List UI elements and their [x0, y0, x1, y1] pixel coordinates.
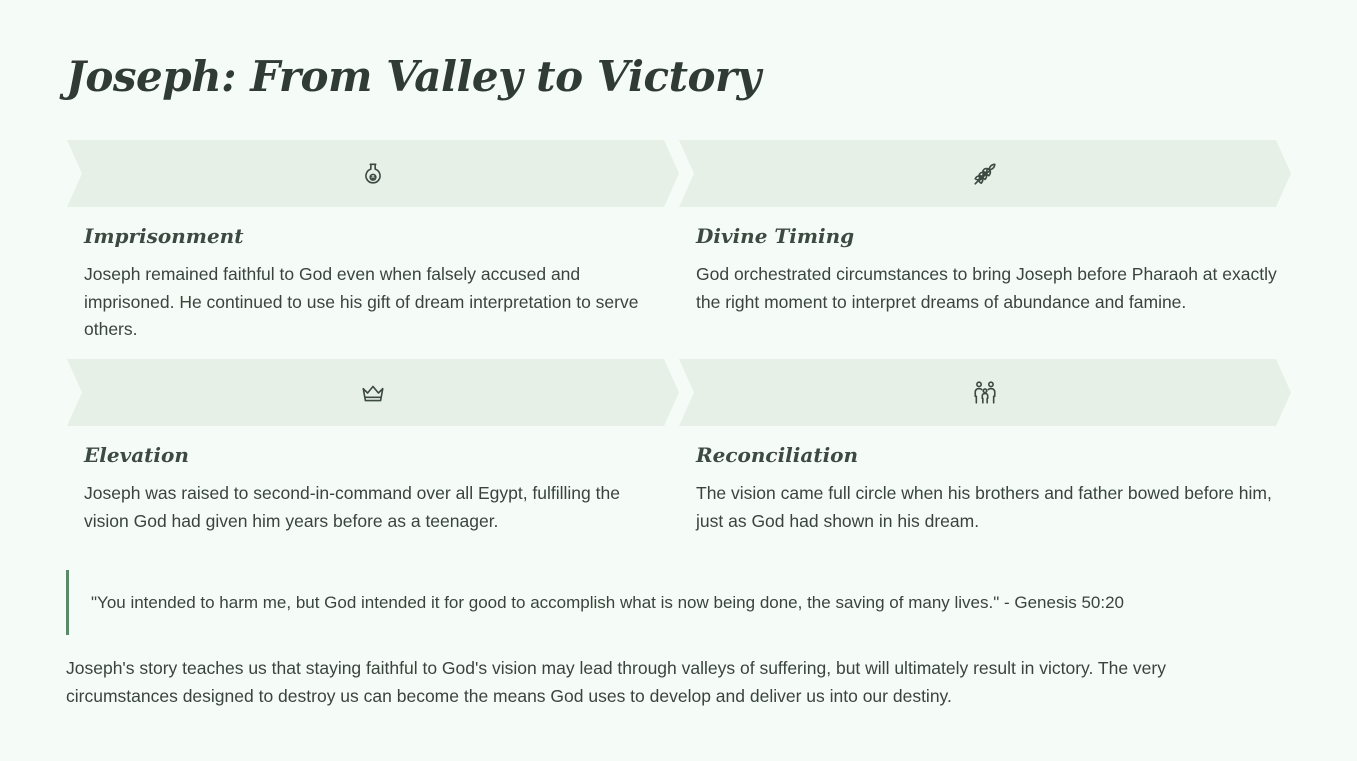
- wheat-icon: [971, 160, 999, 188]
- card-banner-reconciliation: [679, 359, 1291, 426]
- card-banner-imprisonment: [67, 140, 679, 207]
- page-title: Joseph: From Valley to Victory: [66, 52, 761, 101]
- card-title-elevation: Elevation: [84, 443, 189, 467]
- card-title-imprisonment: Imprisonment: [84, 224, 244, 248]
- card-text-elevation: Joseph was raised to second-in-command over all Egypt, fulfilling the vision God had given him years before as a teenager.: [84, 483, 620, 531]
- family-icon: [971, 379, 999, 407]
- card-text-reconciliation: The vision came full circle when his brothers and father bowed before him, just as God had shown in his dream.: [696, 483, 1272, 531]
- card-title-divine-timing: Divine Timing: [696, 224, 855, 248]
- quote-text: "You intended to harm me, but God intended it for good to accomplish what is now being done, the saving of many lives." - Genesis 50:20: [91, 592, 1124, 612]
- card-banner-divine-timing: [679, 140, 1291, 207]
- crown-icon: [359, 379, 387, 407]
- conclusion-text: Joseph's story teaches us that staying faithful to God's vision may lead through valleys of suffering, but will ultimately result in victory. The very circumstances designed to destroy us can become the means God uses to develop and deliver us into our destiny.: [66, 658, 1166, 706]
- card-banner-elevation: [67, 359, 679, 426]
- card-title-reconciliation: Reconciliation: [696, 443, 859, 467]
- flask-icon: [359, 160, 387, 188]
- card-text-divine-timing: God orchestrated circumstances to bring Joseph before Pharaoh at exactly the right moment to interpret dreams of abundance and famine.: [696, 264, 1277, 312]
- scripture-quote: [66, 570, 1286, 635]
- card-text-imprisonment: Joseph remained faithful to God even when falsely accused and imprisoned. He continued to use his gift of dream interpretation to serve others.: [84, 264, 639, 339]
